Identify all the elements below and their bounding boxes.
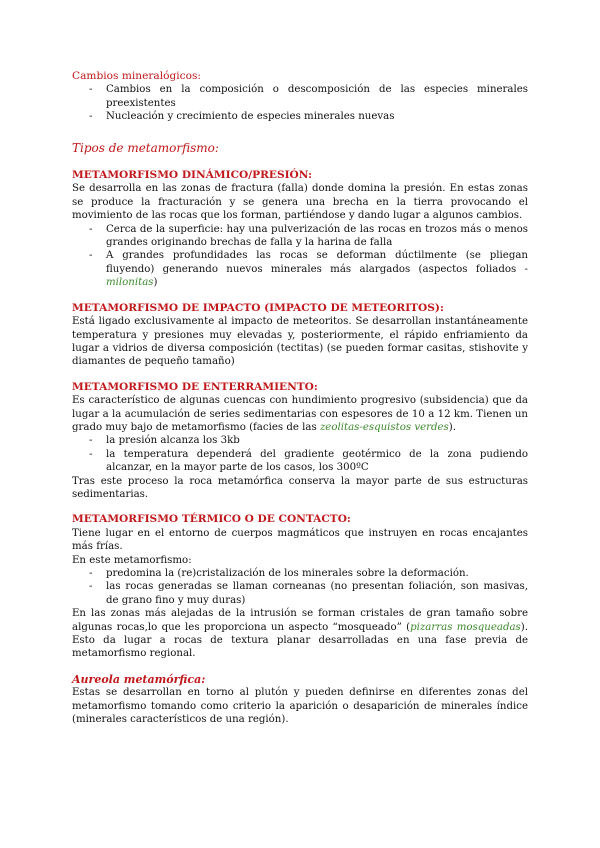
aureola-title: Aureola metamórfica:: [72, 672, 206, 686]
text-span: En las zonas más alejadas de la intrusión se forman cristales de gran tamaño sobre algunas rocas,lo que les proporciona un aspecto “mosqueado” (: [72, 608, 528, 633]
list-item: - Nucleación y crecimiento de especies minerales nuevas: [72, 110, 528, 123]
aureola-text: Estas se desarrollan en torno al plutón y pueden definirse en diferentes zonas del metamorfismo tomando como criterio la aparición o desaparición de minerales índice (minerales característicos de una región).: [72, 687, 528, 726]
list-item: - Cerca de la superficie: hay una pulverización de las rocas en trozos más o menos grandes originando brechas de falla y la harina de falla: [72, 223, 528, 250]
termico-title: METAMORFISMO TÉRMICO O DE CONTACTO:: [72, 513, 351, 526]
enterramiento-intro: [72, 394, 528, 434]
zeolitas-term: zeolitas-esquistos verdes: [319, 421, 449, 433]
text-span: Es característico de algunas cuencas con hundimiento progresivo (subsidencia) que da lugar a la acumulación de series sedimentarias con espesores de 10 a 12 km. Tienen un grado muy bajo de metamorfismo (facies de las: [72, 395, 528, 433]
pizarras-term: pizarras mosqueadas: [410, 621, 521, 633]
tipos-heading: Tipos de metamorfismo:: [72, 140, 219, 155]
termico-lead: En este metamorfismo:: [72, 554, 192, 566]
dinamico-title: METAMORFISMO DINÁMICO/PRESIÓN:: [72, 169, 313, 182]
text-span: A grandes profundidades las rocas se deforman dúctilmente (se pliegan fluyendo) generando nuevos minerales más alargados (aspectos foliados -: [106, 250, 528, 275]
cambios-heading: Cambios mineralógicos:: [72, 70, 201, 82]
text-span: ).: [448, 421, 456, 433]
text-span: ): [153, 277, 158, 289]
document-page: [72, 70, 528, 726]
list-item: - predomina la (re)cristalización de los minerales sobre la deformación.: [72, 567, 528, 580]
list-item: - la presión alcanza los 3kb: [72, 434, 528, 447]
list-item: - la temperatura dependerá del gradiente geotérmico de la zona pudiendo alcanzar, en la mayor parte de los casos, los 300ºC: [72, 448, 528, 475]
termico-intro: Tiene lugar en el entorno de cuerpos magmáticos que instruyen en rocas encajantes más frías.: [72, 527, 528, 553]
impacto-title: METAMORFISMO DE IMPACTO (IMPACTO DE METEORITOS):: [72, 301, 444, 314]
milonitas-term: milonitas: [106, 277, 154, 289]
list-item: [72, 249, 528, 289]
enterramiento-title: METAMORFISMO DE ENTERRAMIENTO:: [72, 380, 318, 393]
termico-list: [72, 567, 528, 607]
enterramiento-list: [72, 434, 528, 474]
text-span: ). Esto da lugar a rocas de textura planar desarrolladas en una fase previa de metamorfismo regional.: [72, 621, 528, 660]
cambios-list: [72, 83, 528, 123]
list-item: - Cambios en la composición o descomposición de las especies minerales preexistentes: [72, 83, 528, 110]
enterramiento-outro: Tras este proceso la roca metamórfica conserva la mayor parte de sus estructuras sedimentarias.: [72, 475, 528, 500]
impacto-text: Está ligado exclusivamente al impacto de meteoritos. Se desarrollan instantáneamente temperatura y presiones muy elevadas y, posteriormente, el rápido enfriamiento da lugar a vidrios de diversa composición (tectitas) (se pueden formar casitas, stishovite y diamantes de pequeño tamaño): [72, 316, 528, 368]
termico-outro: [72, 607, 528, 661]
dinamico-intro: Se desarrolla en las zonas de fractura (falla) donde domina la presión. En estas zonas se produce la fracturación y se genera una brecha en la tierra provocando el movimiento de las rocas que los forman, partiéndose y dando lugar a algunos cambios.: [72, 183, 528, 222]
list-item: - las rocas generadas se llaman corneanas (no presentan foliación, son masivas, de grano fino y muy duras): [72, 580, 528, 607]
dinamico-list: [72, 223, 528, 290]
